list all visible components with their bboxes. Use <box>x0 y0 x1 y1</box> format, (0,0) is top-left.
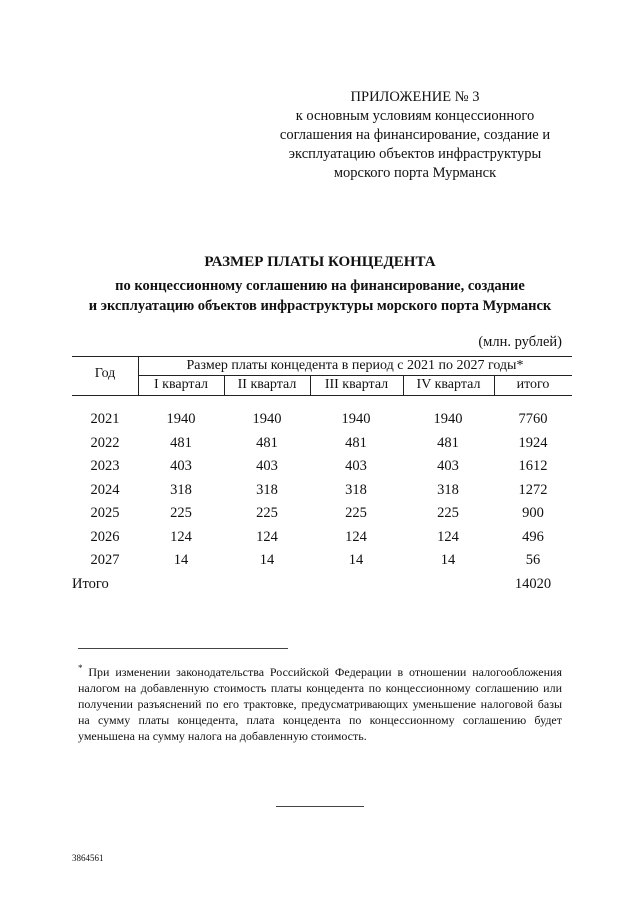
col-header-q3: III квартал <box>324 377 389 392</box>
appendix-heading: ПРИЛОЖЕНИЕ № 3 <box>350 89 480 105</box>
quarter-cell: 481 <box>256 434 278 451</box>
quarter-cell: 14 <box>348 552 364 568</box>
quarter-cell: 403 <box>256 458 278 474</box>
quarter-cell: 225 <box>345 505 367 521</box>
quarter-cell: 14 <box>173 552 189 568</box>
year-cell: 2026 <box>90 528 120 545</box>
year-header: Год <box>94 366 116 381</box>
footnote <box>78 660 562 744</box>
table-top-rule <box>72 356 572 357</box>
total-value: 14020 <box>514 576 552 592</box>
year-cell: 2024 <box>90 481 120 498</box>
col-header-total: итого <box>516 377 550 392</box>
quarter-cell: 14 <box>259 552 275 568</box>
quarter-cell: 318 <box>437 481 459 498</box>
appendix-line-1: к основным условиям концессионного <box>295 108 535 124</box>
appendix-line-4: морского порта Мурманск <box>333 165 497 181</box>
quarter-cell: 14 <box>440 552 456 568</box>
table-bottom-rule <box>72 395 572 396</box>
total-label: Итого <box>72 576 109 592</box>
subtitle-line-1: по концессионному соглашению на финансирование, создание <box>115 278 525 294</box>
row-total-cell: 900 <box>522 505 544 521</box>
footnote-marker: * <box>78 663 83 673</box>
year-cell: 2023 <box>90 458 120 474</box>
row-total-cell: 1612 <box>518 458 548 474</box>
appendix-line-2: соглашения на финансирование, создание и <box>279 127 551 143</box>
unit-label: (млн. рублей) <box>478 334 562 350</box>
appendix-header <box>255 88 575 183</box>
quarter-cell: 124 <box>170 528 192 545</box>
quarter-cell: 225 <box>256 505 278 521</box>
bottom-separator <box>276 806 364 807</box>
quarter-cell: 124 <box>345 528 367 545</box>
table-subheader-rule <box>138 375 572 376</box>
quarter-cell: 1940 <box>341 411 371 427</box>
col-header-q2: II квартал <box>237 377 297 392</box>
row-total-cell: 1924 <box>518 434 548 451</box>
quarter-cell: 1940 <box>433 411 463 427</box>
year-cell: 2025 <box>90 505 120 521</box>
col-header-q1: I квартал <box>153 377 209 392</box>
document-subtitle <box>0 276 640 316</box>
footnote-separator <box>78 648 288 649</box>
document-title: РАЗМЕР ПЛАТЫ КОНЦЕДЕНТА <box>204 254 436 270</box>
year-cell: 2027 <box>90 552 120 568</box>
footnote-text: При изменении законодательства Российской Федерации в отношении налогообложения налогом на добавленную стоимость платы концедента по концессионному соглашению или получении разъяснений по его трактовке, предусматривающих уменьшение налоговой базы на сумму платы концедента, плата концедента по концессионному соглашению будет уменьшена на сумму налога на добавленную стоимость. <box>78 665 562 743</box>
year-cell: 2022 <box>90 434 120 451</box>
col-header-q4: IV квартал <box>416 377 481 392</box>
quarter-cell: 124 <box>437 528 459 545</box>
appendix-line-3: эксплуатацию объектов инфраструктуры <box>288 146 542 162</box>
quarter-cell: 403 <box>437 458 459 474</box>
group-header: Размер платы концедента в период с 2021 по 2027 годы* <box>186 358 524 373</box>
quarter-cell: 318 <box>256 481 278 498</box>
year-cell: 2021 <box>90 411 120 427</box>
row-total-cell: 1272 <box>518 481 548 498</box>
quarter-cell: 225 <box>437 505 459 521</box>
subtitle-line-2: и эксплуатацию объектов инфраструктуры морского порта Мурманск <box>88 298 552 314</box>
quarter-cell: 481 <box>437 434 459 451</box>
quarter-cell: 225 <box>170 505 192 521</box>
quarter-cell: 481 <box>170 434 192 451</box>
quarter-cell: 1940 <box>252 411 282 427</box>
quarter-cell: 481 <box>345 434 367 451</box>
quarter-cell: 318 <box>345 481 367 498</box>
row-total-cell: 496 <box>522 528 544 545</box>
row-total-cell: 7760 <box>518 411 548 427</box>
quarter-cell: 318 <box>170 481 192 498</box>
quarter-cell: 403 <box>345 458 367 474</box>
quarter-cell: 403 <box>170 458 192 474</box>
quarter-cell: 1940 <box>166 411 196 427</box>
row-total-cell: 56 <box>525 552 541 568</box>
quarter-cell: 124 <box>256 528 278 545</box>
document-id: 3864561 <box>72 853 104 863</box>
